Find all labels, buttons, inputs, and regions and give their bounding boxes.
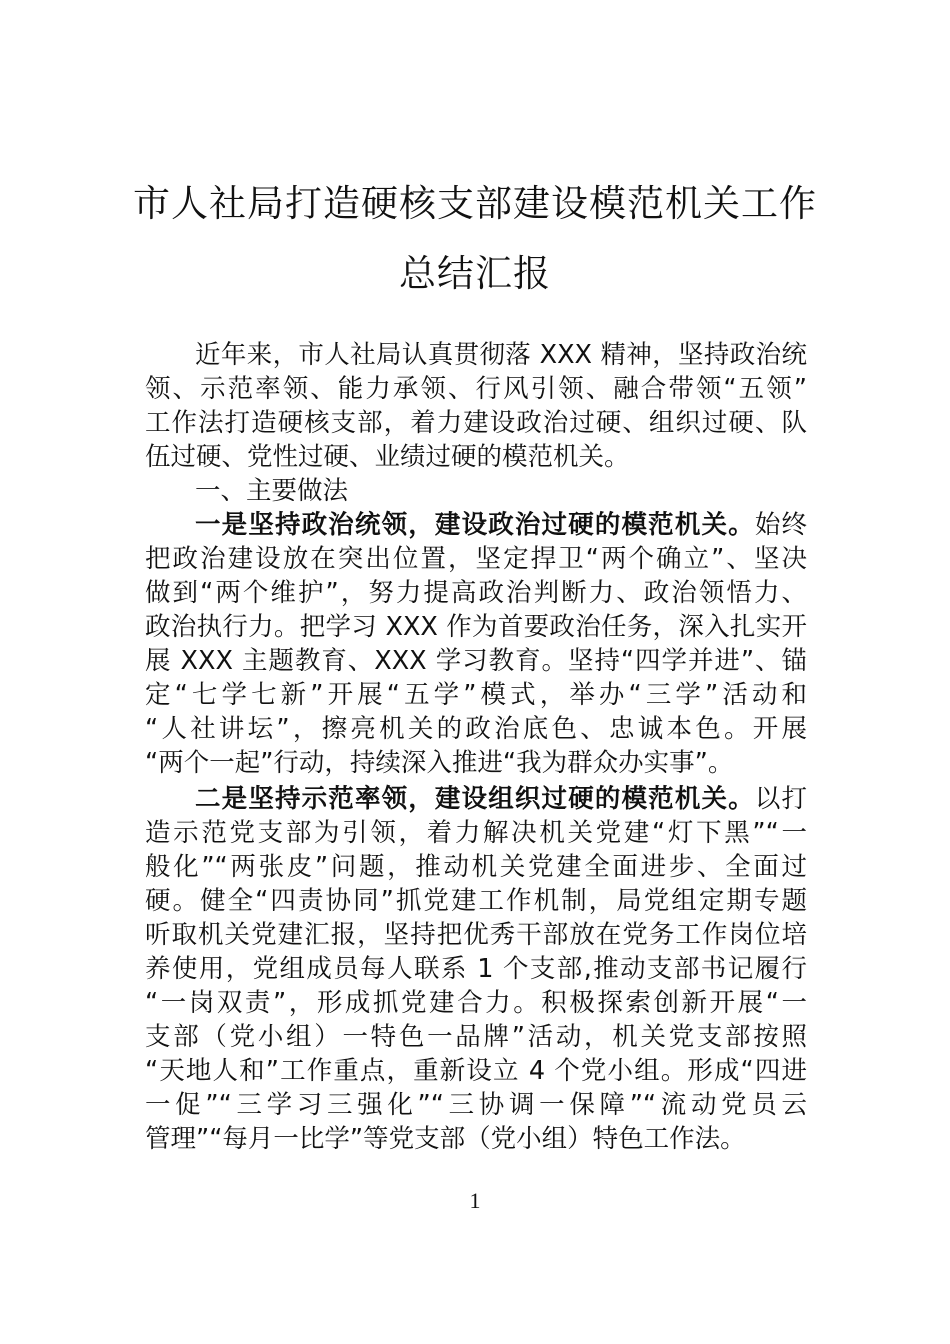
paragraph-line: 听取机关党建汇报，坚持把优秀干部放在党务工作岗位培: [145, 920, 807, 950]
paragraph-line: 一促”“三学习三强化”“三协调一保障”“流动党员云: [145, 1090, 807, 1120]
paragraph-line: “天地人和”工作重点，重新设立 4 个党小组。形成“四进: [145, 1056, 807, 1086]
paragraph-line: 造示范党支部为引领，着力解决机关党建“灯下黑”“一: [145, 818, 807, 848]
paragraph-line: 般化”“两张皮”问题，推动机关党建全面进步、全面过: [145, 852, 807, 882]
paragraph-line: 工作法打造硬核支部，着力建设政治过硬、组织过硬、队: [145, 408, 807, 438]
paragraph-line: 做到“两个维护”，努力提高政治判断力、政治领悟力、: [145, 578, 807, 608]
paragraph-line: 定“七学七新”开展“五学”模式，举办“三学”活动和: [145, 680, 807, 710]
paragraph-line: [145, 508, 807, 542]
paragraph-line: 伍过硬、党性过硬、业绩过硬的模范机关。: [145, 442, 630, 472]
paragraph-line: 养使用，党组成员每人联系 1 个支部,推动支部书记履行: [145, 954, 807, 984]
paragraph-line: 把政治建设放在突出位置，坚定捍卫“两个确立”、坚决: [145, 544, 807, 574]
point-2-first-line-rest: 以打: [754, 784, 807, 814]
paragraph-line: 近年来，市人社局认真贯彻落 XXX 精神，坚持政治统: [195, 340, 807, 370]
point-1-first-line-rest: 始终: [754, 510, 807, 540]
paragraph-line: 管理”“每月一比学”等党支部（党小组）特色工作法。: [145, 1124, 746, 1154]
section-heading: 一、主要做法: [195, 476, 349, 506]
paragraph-line: [145, 782, 807, 816]
paragraph-line: 硬。健全“四责协同”抓党建工作机制，局党组定期专题: [145, 886, 807, 916]
paragraph-line: 领、示范率领、能力承领、行风引领、融合带领“五领”: [145, 374, 807, 404]
paragraph-line: “两个一起”行动，持续深入推进“我为群众办实事”。: [145, 748, 734, 778]
paragraph-line: “一岗双责”，形成抓党建合力。积极探索创新开展“一: [145, 988, 807, 1018]
paragraph-line: 政治执行力。把学习 XXX 作为首要政治任务，深入扎实开: [145, 612, 807, 642]
paragraph-line: 展 XXX 主题教育、XXX 学习教育。坚持“四学并进”、锚: [145, 646, 807, 676]
point-1-bold-lead: 一是坚持政治统领，建设政治过硬的模范机关。: [195, 510, 755, 540]
point-2-bold-lead: 二是坚持示范率领，建设组织过硬的模范机关。: [195, 784, 755, 814]
paragraph-line: 支部（党小组）一特色一品牌”活动，机关党支部按照: [145, 1022, 807, 1052]
document-title-line-2: 总结汇报: [399, 252, 551, 295]
document-title-line-1: 市人社局打造硬核支部建设模范机关工作: [133, 182, 817, 225]
paragraph-line: “人社讲坛”，擦亮机关的政治底色、忠诚本色。开展: [145, 714, 807, 744]
page-number: 1: [469, 1188, 481, 1213]
